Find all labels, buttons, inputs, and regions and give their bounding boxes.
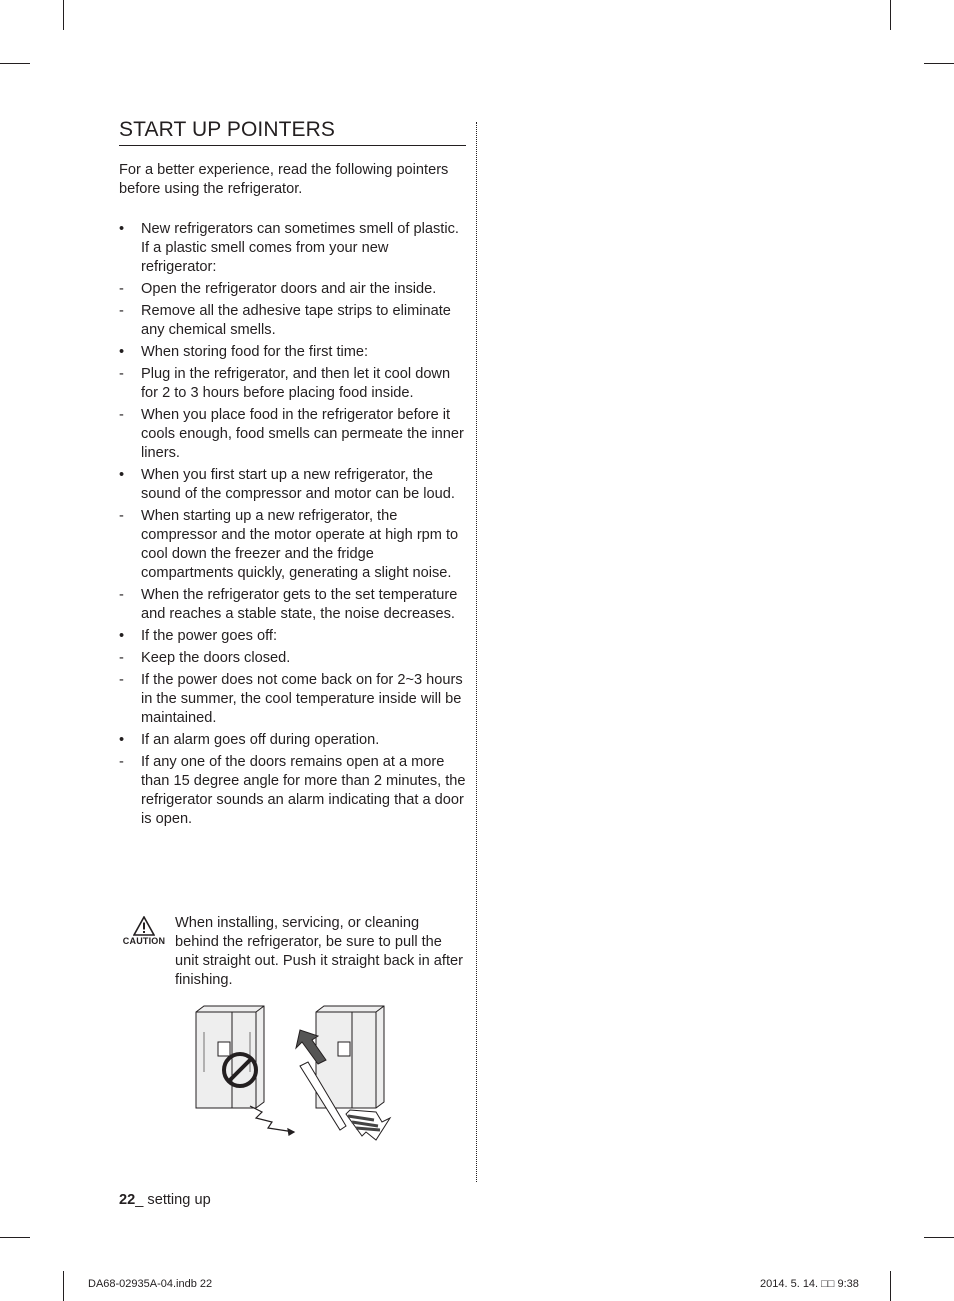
list-item [119,507,466,583]
section-title: START UP POINTERS [119,117,466,146]
list-item [119,365,466,403]
list-item-text: If the power goes off: [141,628,278,644]
bullet-mark: • [119,344,125,360]
dash-mark: - [119,587,124,603]
dash-mark: - [119,281,124,297]
list-item [119,302,466,340]
list-item-text: New refrigerators can sometimes smell of plastic. [141,221,459,237]
dash-mark: - [119,672,124,688]
column-divider [476,122,477,1182]
list-item-text: If a plastic smell comes from your new refrigerator: [141,240,389,275]
list-item-text: If an alarm goes off during operation. [141,732,380,748]
list-item [119,627,466,646]
dash-mark: - [119,508,124,524]
crop-mark [0,1237,30,1238]
bullet-mark: • [119,467,125,483]
crop-mark [63,1271,64,1301]
list-item [119,466,466,504]
list-item-text: Plug in the refrigerator, and then let it cool down for 2 to 3 hours before placing food inside. [141,366,451,401]
crop-mark [924,63,954,64]
list-item-text: If any one of the doors remains open at a more than 15 degree angle for more than 2 minutes, the refrigerator sounds an alarm indicating that a door is open. [141,754,466,827]
dash-mark: - [119,650,124,666]
slug-file: DA68-02935A-04.indb 22 [88,1278,213,1290]
caution-icon [119,916,169,946]
list-item-text: When storing food for the first time: [141,344,369,360]
dash-mark: - [119,303,124,319]
list-item-text: Remove all the adhesive tape strips to eliminate any chemical smells. [141,303,451,338]
list-item [119,671,466,728]
list-item [119,731,466,750]
zigzag-arrow-icon [250,1106,294,1135]
list-item-text: Open the refrigerator doors and air the inside. [141,281,437,297]
list-item [119,220,466,277]
crop-mark [924,1237,954,1238]
crop-mark [890,1271,891,1301]
list-item [119,406,466,463]
list-item-text: When you place food in the refrigerator before it cools enough, food smells can permeate the inner liners. [141,407,464,461]
list-item [119,753,466,829]
dash-mark: - [119,754,124,770]
crop-mark [0,63,30,64]
caution-text: When installing, servicing, or cleaning behind the refrigerator, be sure to pull the unit straight out. Push it straight back in after finishing. [175,915,463,988]
crop-mark [63,0,64,30]
list-item-text: If the power does not come back on for 2~3 hours in the summer, the cool temperature inside will be maintained. [141,672,463,726]
list-item-text: Keep the doors closed. [141,650,291,666]
pointer-list [119,220,466,829]
list-item [119,343,466,362]
intro-text: For a better experience, read the following pointers before using the refrigerator. [119,162,449,197]
page-footer [119,1192,211,1208]
content-column [119,117,466,832]
page-number: 22 [119,1192,136,1208]
list-item-text: When starting up a new refrigerator, the compressor and the motor operate at high rpm to cool down the freezer and the fridge compartments quickly, generating a slight noise. [141,508,459,581]
caution-box [119,914,466,990]
footer-section: _ setting up [135,1192,211,1208]
refrigerator-illustration [190,1002,400,1150]
list-item [119,280,466,299]
list-item-text: When the refrigerator gets to the set temperature and reaches a stable state, the noise decreases. [141,587,458,622]
list-item [119,586,466,624]
bullet-mark: • [119,628,125,644]
slug-date: 2014. 5. 14. □□ 9:38 [760,1278,859,1290]
dash-mark: - [119,407,124,423]
list-item [119,649,466,668]
bullet-mark: • [119,221,125,237]
caution-label: CAUTION [122,936,166,946]
crop-mark [890,0,891,30]
dash-mark: - [119,366,124,382]
bullet-mark: • [119,732,125,748]
list-item-text: When you first start up a new refrigerator, the sound of the compressor and motor can be loud. [141,467,455,502]
